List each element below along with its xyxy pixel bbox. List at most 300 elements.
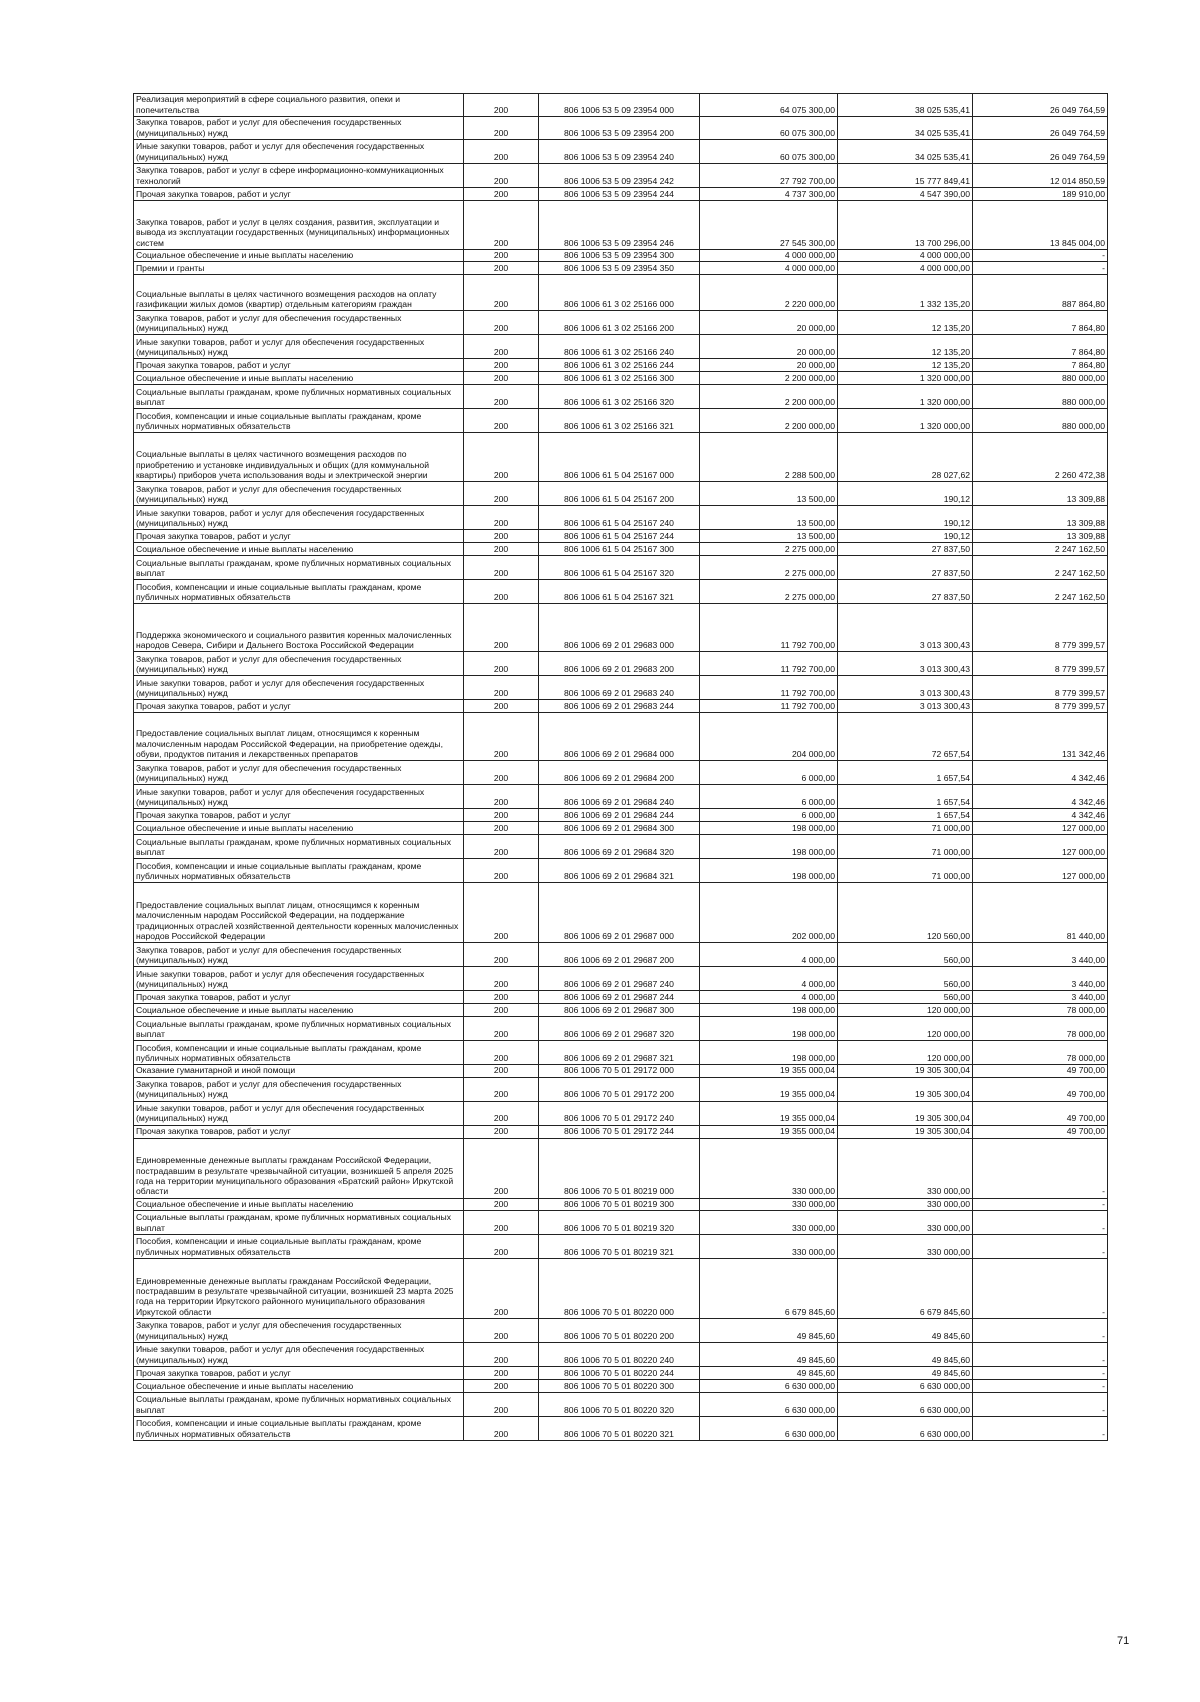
row-budget-code: 806 1006 70 5 01 29172 000 <box>539 1065 700 1077</box>
row-line-code: 200 <box>464 652 539 676</box>
row-remaining-amount: - <box>973 262 1108 275</box>
table-row <box>134 482 1108 506</box>
row-budget-code: 806 1006 69 2 01 29683 244 <box>539 700 700 713</box>
row-approved-amount: 330 000,00 <box>700 1138 838 1198</box>
row-line-code: 200 <box>464 1393 539 1417</box>
table-row <box>134 275 1108 311</box>
row-remaining-amount: 7 864,80 <box>973 359 1108 372</box>
row-name: Закупка товаров, работ и услуг в целях создания, развития, эксплуатации и вывода из эксплуатации государственных (муниципальных) информационных систем <box>134 201 464 250</box>
row-budget-code: 806 1006 53 5 09 23954 350 <box>539 262 700 275</box>
row-approved-amount: 49 845,60 <box>700 1367 838 1380</box>
row-approved-amount: 20 000,00 <box>700 311 838 335</box>
row-approved-amount: 11 792 700,00 <box>700 652 838 676</box>
row-budget-code: 806 1006 70 5 01 80219 321 <box>539 1235 700 1259</box>
row-approved-amount: 6 630 000,00 <box>700 1380 838 1393</box>
row-budget-code: 806 1006 61 5 04 25167 321 <box>539 580 700 604</box>
row-budget-code: 806 1006 70 5 01 80220 200 <box>539 1319 700 1343</box>
row-name: Социальное обеспечение и иные выплаты населению <box>134 1004 464 1017</box>
row-remaining-amount: 880 000,00 <box>973 372 1108 385</box>
row-budget-code: 806 1006 69 2 01 29687 240 <box>539 967 700 991</box>
row-remaining-amount: 189 910,00 <box>973 188 1108 201</box>
row-budget-code: 806 1006 61 5 04 25167 300 <box>539 543 700 556</box>
row-name: Предоставление социальных выплат лицам, относящимся к коренным малочисленным народам Российской Федерации, на приобретение одежды, обуви, продуктов питания и лекарственных препаратов <box>134 713 464 761</box>
table-row <box>134 556 1108 580</box>
table-row <box>134 140 1108 164</box>
row-approved-amount: 13 500,00 <box>700 530 838 543</box>
row-remaining-amount: 26 049 764,59 <box>973 140 1108 164</box>
row-budget-code: 806 1006 69 2 01 29683 000 <box>539 604 700 652</box>
row-remaining-amount: 131 342,46 <box>973 713 1108 761</box>
row-budget-code: 806 1006 61 5 04 25167 200 <box>539 482 700 506</box>
row-approved-amount: 13 500,00 <box>700 482 838 506</box>
row-approved-amount: 64 075 300,00 <box>700 94 838 117</box>
row-name: Социальные выплаты гражданам, кроме публичных нормативных социальных выплат <box>134 1393 464 1417</box>
row-executed-amount: 12 135,20 <box>838 311 973 335</box>
row-name: Социальное обеспечение и иные выплаты населению <box>134 1380 464 1393</box>
row-name: Социальное обеспечение и иные выплаты населению <box>134 250 464 262</box>
row-name: Пособия, компенсации и иные социальные выплаты гражданам, кроме публичных нормативных обязательств <box>134 409 464 433</box>
row-remaining-amount: 887 864,80 <box>973 275 1108 311</box>
row-remaining-amount: - <box>973 1235 1108 1259</box>
row-executed-amount: 120 000,00 <box>838 1041 973 1065</box>
row-line-code: 200 <box>464 943 539 967</box>
row-executed-amount: 6 630 000,00 <box>838 1380 973 1393</box>
row-budget-code: 806 1006 53 5 09 23954 240 <box>539 140 700 164</box>
row-name: Закупка товаров, работ и услуг для обеспечения государственных (муниципальных) нужд <box>134 943 464 967</box>
table-row <box>134 409 1108 433</box>
table-row <box>134 883 1108 943</box>
row-approved-amount: 4 000 000,00 <box>700 250 838 262</box>
row-approved-amount: 2 220 000,00 <box>700 275 838 311</box>
row-remaining-amount: 127 000,00 <box>973 822 1108 835</box>
row-name: Иные закупки товаров, работ и услуг для обеспечения государственных (муниципальных) нужд <box>134 1343 464 1367</box>
row-name: Закупка товаров, работ и услуг для обеспечения государственных (муниципальных) нужд <box>134 652 464 676</box>
row-remaining-amount: 127 000,00 <box>973 835 1108 859</box>
row-remaining-amount: - <box>973 1138 1108 1198</box>
row-budget-code: 806 1006 69 2 01 29684 240 <box>539 785 700 809</box>
row-line-code: 200 <box>464 385 539 409</box>
row-budget-code: 806 1006 61 3 02 25166 200 <box>539 311 700 335</box>
row-executed-amount: 1 320 000,00 <box>838 372 973 385</box>
row-remaining-amount: 2 247 162,50 <box>973 556 1108 580</box>
table-row <box>134 1380 1108 1393</box>
table-row <box>134 543 1108 556</box>
row-remaining-amount: 880 000,00 <box>973 385 1108 409</box>
row-approved-amount: 2 275 000,00 <box>700 556 838 580</box>
table-row <box>134 943 1108 967</box>
row-executed-amount: 3 013 300,43 <box>838 604 973 652</box>
table-row <box>134 201 1108 250</box>
table-row <box>134 822 1108 835</box>
row-approved-amount: 19 355 000,04 <box>700 1065 838 1077</box>
row-budget-code: 806 1006 70 5 01 29172 200 <box>539 1077 700 1101</box>
row-line-code: 200 <box>464 1380 539 1393</box>
table-row <box>134 1004 1108 1017</box>
row-line-code: 200 <box>464 556 539 580</box>
row-budget-code: 806 1006 70 5 01 80220 320 <box>539 1393 700 1417</box>
row-line-code: 200 <box>464 809 539 822</box>
row-budget-code: 806 1006 61 5 04 25167 320 <box>539 556 700 580</box>
row-approved-amount: 6 000,00 <box>700 809 838 822</box>
table-row <box>134 1393 1108 1417</box>
row-line-code: 200 <box>464 1198 539 1210</box>
row-budget-code: 806 1006 69 2 01 29684 321 <box>539 859 700 883</box>
row-remaining-amount: - <box>973 250 1108 262</box>
row-executed-amount: 120 000,00 <box>838 1017 973 1041</box>
table-row <box>134 859 1108 883</box>
row-executed-amount: 27 837,50 <box>838 556 973 580</box>
row-executed-amount: 15 777 849,41 <box>838 164 973 188</box>
row-budget-code: 806 1006 69 2 01 29684 320 <box>539 835 700 859</box>
row-name: Единовременные денежные выплаты гражданам Российской Федерации, пострадавшим в результате чрезвычайной ситуации, возникшей 5 апреля 2025 года на территории муниципального образования «Братский район» Иркутской области <box>134 1138 464 1198</box>
row-approved-amount: 202 000,00 <box>700 883 838 943</box>
row-executed-amount: 19 305 300,04 <box>838 1077 973 1101</box>
row-executed-amount: 27 837,50 <box>838 580 973 604</box>
table-row <box>134 1101 1108 1125</box>
row-line-code: 200 <box>464 1065 539 1077</box>
table-row <box>134 604 1108 652</box>
table-row <box>134 1259 1108 1319</box>
row-name: Пособия, компенсации и иные социальные выплаты гражданам, кроме публичных нормативных обязательств <box>134 859 464 883</box>
table-row <box>134 967 1108 991</box>
row-name: Иные закупки товаров, работ и услуг для обеспечения государственных (муниципальных) нужд <box>134 676 464 700</box>
row-executed-amount: 190,12 <box>838 482 973 506</box>
row-name: Оказание гуманитарной и иной помощи <box>134 1065 464 1077</box>
row-executed-amount: 190,12 <box>838 530 973 543</box>
row-line-code: 200 <box>464 761 539 785</box>
row-budget-code: 806 1006 61 3 02 25166 244 <box>539 359 700 372</box>
row-name: Прочая закупка товаров, работ и услуг <box>134 991 464 1004</box>
row-budget-code: 806 1006 61 5 04 25167 244 <box>539 530 700 543</box>
row-remaining-amount: 81 440,00 <box>973 883 1108 943</box>
table-row <box>134 1367 1108 1380</box>
row-approved-amount: 330 000,00 <box>700 1235 838 1259</box>
row-remaining-amount: 2 247 162,50 <box>973 543 1108 556</box>
row-approved-amount: 27 792 700,00 <box>700 164 838 188</box>
row-budget-code: 806 1006 53 5 09 23954 246 <box>539 201 700 250</box>
row-name: Иные закупки товаров, работ и услуг для обеспечения государственных (муниципальных) нужд <box>134 506 464 530</box>
row-line-code: 200 <box>464 1343 539 1367</box>
row-name: Иные закупки товаров, работ и услуг для обеспечения государственных (муниципальных) нужд <box>134 1101 464 1125</box>
row-executed-amount: 4 000 000,00 <box>838 262 973 275</box>
row-approved-amount: 6 000,00 <box>700 761 838 785</box>
table-row <box>134 713 1108 761</box>
row-approved-amount: 4 000 000,00 <box>700 262 838 275</box>
row-remaining-amount: 12 014 850,59 <box>973 164 1108 188</box>
row-line-code: 200 <box>464 991 539 1004</box>
row-line-code: 200 <box>464 117 539 140</box>
row-line-code: 200 <box>464 201 539 250</box>
row-line-code: 200 <box>464 530 539 543</box>
row-name: Закупка товаров, работ и услуг для обеспечения государственных (муниципальных) нужд <box>134 761 464 785</box>
table-row <box>134 164 1108 188</box>
row-remaining-amount: 78 000,00 <box>973 1041 1108 1065</box>
row-name: Поддержка экономического и социального развития коренных малочисленных народов Севера, Сибири и Дальнего Востока Российской Федерации <box>134 604 464 652</box>
row-executed-amount: 6 630 000,00 <box>838 1393 973 1417</box>
table-row <box>134 1417 1108 1441</box>
row-budget-code: 806 1006 53 5 09 23954 244 <box>539 188 700 201</box>
row-executed-amount: 71 000,00 <box>838 859 973 883</box>
row-name: Социальное обеспечение и иные выплаты населению <box>134 1198 464 1210</box>
row-approved-amount: 6 630 000,00 <box>700 1393 838 1417</box>
row-remaining-amount: 13 845 004,00 <box>973 201 1108 250</box>
row-budget-code: 806 1006 70 5 01 80220 240 <box>539 1343 700 1367</box>
row-approved-amount: 2 200 000,00 <box>700 409 838 433</box>
table-row <box>134 94 1108 117</box>
row-remaining-amount: 4 342,46 <box>973 761 1108 785</box>
row-executed-amount: 1 332 135,20 <box>838 275 973 311</box>
row-remaining-amount: - <box>973 1211 1108 1235</box>
row-line-code: 200 <box>464 835 539 859</box>
row-approved-amount: 4 000,00 <box>700 967 838 991</box>
row-remaining-amount: 49 700,00 <box>973 1065 1108 1077</box>
row-approved-amount: 11 792 700,00 <box>700 700 838 713</box>
row-remaining-amount: 13 309,88 <box>973 482 1108 506</box>
row-budget-code: 806 1006 70 5 01 29172 240 <box>539 1101 700 1125</box>
table-row <box>134 335 1108 359</box>
row-remaining-amount: 49 700,00 <box>973 1077 1108 1101</box>
row-name: Премии и гранты <box>134 262 464 275</box>
row-name: Прочая закупка товаров, работ и услуг <box>134 700 464 713</box>
row-budget-code: 806 1006 69 2 01 29687 320 <box>539 1017 700 1041</box>
row-name: Единовременные денежные выплаты гражданам Российской Федерации, пострадавшим в результате чрезвычайной ситуации, возникшей 23 марта 2025 года на территории Иркутского районного муниципального образования Иркутской области <box>134 1259 464 1319</box>
row-remaining-amount: - <box>973 1259 1108 1319</box>
table-row <box>134 676 1108 700</box>
row-executed-amount: 19 305 300,04 <box>838 1125 973 1138</box>
table-row <box>134 372 1108 385</box>
table-row <box>134 1138 1108 1198</box>
row-line-code: 200 <box>464 1077 539 1101</box>
row-approved-amount: 198 000,00 <box>700 1041 838 1065</box>
row-name: Иные закупки товаров, работ и услуг для обеспечения государственных (муниципальных) нужд <box>134 335 464 359</box>
row-name: Социальное обеспечение и иные выплаты населению <box>134 372 464 385</box>
row-budget-code: 806 1006 70 5 01 80219 320 <box>539 1211 700 1235</box>
row-approved-amount: 198 000,00 <box>700 859 838 883</box>
row-executed-amount: 560,00 <box>838 991 973 1004</box>
row-remaining-amount: 8 779 399,57 <box>973 676 1108 700</box>
row-line-code: 200 <box>464 1417 539 1441</box>
table-row <box>134 117 1108 140</box>
table-row <box>134 1065 1108 1077</box>
table-row <box>134 385 1108 409</box>
row-remaining-amount: 880 000,00 <box>973 409 1108 433</box>
row-remaining-amount: - <box>973 1367 1108 1380</box>
row-executed-amount: 1 657,54 <box>838 785 973 809</box>
row-approved-amount: 60 075 300,00 <box>700 140 838 164</box>
row-name: Пособия, компенсации и иные социальные выплаты гражданам, кроме публичных нормативных обязательств <box>134 1235 464 1259</box>
table-row <box>134 250 1108 262</box>
table-row <box>134 835 1108 859</box>
row-remaining-amount: 78 000,00 <box>973 1004 1108 1017</box>
row-remaining-amount: - <box>973 1380 1108 1393</box>
row-budget-code: 806 1006 70 5 01 80220 000 <box>539 1259 700 1319</box>
table-row <box>134 785 1108 809</box>
row-approved-amount: 6 679 845,60 <box>700 1259 838 1319</box>
row-line-code: 200 <box>464 1138 539 1198</box>
table-row <box>134 809 1108 822</box>
row-line-code: 200 <box>464 604 539 652</box>
row-budget-code: 806 1006 53 5 09 23954 300 <box>539 250 700 262</box>
row-remaining-amount: 7 864,80 <box>973 311 1108 335</box>
row-approved-amount: 4 737 300,00 <box>700 188 838 201</box>
row-line-code: 200 <box>464 1004 539 1017</box>
row-budget-code: 806 1006 70 5 01 80220 244 <box>539 1367 700 1380</box>
table-body <box>134 94 1108 1441</box>
row-budget-code: 806 1006 69 2 01 29687 000 <box>539 883 700 943</box>
row-executed-amount: 71 000,00 <box>838 822 973 835</box>
budget-execution-table <box>133 93 1108 1441</box>
row-line-code: 200 <box>464 676 539 700</box>
row-budget-code: 806 1006 61 5 04 25167 000 <box>539 433 700 482</box>
row-line-code: 200 <box>464 1235 539 1259</box>
row-approved-amount: 49 845,60 <box>700 1343 838 1367</box>
row-budget-code: 806 1006 70 5 01 80219 000 <box>539 1138 700 1198</box>
row-executed-amount: 3 013 300,43 <box>838 676 973 700</box>
table-row <box>134 761 1108 785</box>
row-remaining-amount: 3 440,00 <box>973 967 1108 991</box>
row-executed-amount: 27 837,50 <box>838 543 973 556</box>
table-row <box>134 700 1108 713</box>
row-approved-amount: 11 792 700,00 <box>700 604 838 652</box>
row-remaining-amount: - <box>973 1319 1108 1343</box>
row-executed-amount: 12 135,20 <box>838 335 973 359</box>
row-name: Закупка товаров, работ и услуг для обеспечения государственных (муниципальных) нужд <box>134 1077 464 1101</box>
row-remaining-amount: - <box>973 1393 1108 1417</box>
row-approved-amount: 198 000,00 <box>700 1017 838 1041</box>
table-row <box>134 1235 1108 1259</box>
row-approved-amount: 6 630 000,00 <box>700 1417 838 1441</box>
row-executed-amount: 49 845,60 <box>838 1343 973 1367</box>
row-executed-amount: 13 700 296,00 <box>838 201 973 250</box>
row-line-code: 200 <box>464 785 539 809</box>
row-line-code: 200 <box>464 967 539 991</box>
table-row <box>134 1211 1108 1235</box>
row-executed-amount: 1 320 000,00 <box>838 385 973 409</box>
row-line-code: 200 <box>464 713 539 761</box>
row-name: Социальные выплаты гражданам, кроме публичных нормативных социальных выплат <box>134 556 464 580</box>
row-name: Закупка товаров, работ и услуг для обеспечения государственных (муниципальных) нужд <box>134 482 464 506</box>
row-approved-amount: 6 000,00 <box>700 785 838 809</box>
row-remaining-amount: 26 049 764,59 <box>973 94 1108 117</box>
row-executed-amount: 120 000,00 <box>838 1004 973 1017</box>
row-line-code: 200 <box>464 250 539 262</box>
row-approved-amount: 20 000,00 <box>700 359 838 372</box>
row-budget-code: 806 1006 69 2 01 29687 244 <box>539 991 700 1004</box>
row-executed-amount: 190,12 <box>838 506 973 530</box>
row-executed-amount: 19 305 300,04 <box>838 1065 973 1077</box>
row-remaining-amount: 3 440,00 <box>973 991 1108 1004</box>
table-row <box>134 1343 1108 1367</box>
row-budget-code: 806 1006 70 5 01 80220 321 <box>539 1417 700 1441</box>
table-row <box>134 1077 1108 1101</box>
row-remaining-amount: 4 342,46 <box>973 809 1108 822</box>
row-name: Социальные выплаты гражданам, кроме публичных нормативных социальных выплат <box>134 385 464 409</box>
row-line-code: 200 <box>464 164 539 188</box>
row-line-code: 200 <box>464 140 539 164</box>
row-executed-amount: 330 000,00 <box>838 1138 973 1198</box>
row-name: Предоставление социальных выплат лицам, относящимся к коренным малочисленным народам Российской Федерации, на поддержание традиционных отраслей хозяйственной деятельности коренных малочисленных народов Российской Федерации <box>134 883 464 943</box>
row-remaining-amount: 13 309,88 <box>973 506 1108 530</box>
row-remaining-amount: 2 247 162,50 <box>973 580 1108 604</box>
row-name: Пособия, компенсации и иные социальные выплаты гражданам, кроме публичных нормативных обязательств <box>134 1417 464 1441</box>
row-executed-amount: 19 305 300,04 <box>838 1101 973 1125</box>
row-line-code: 200 <box>464 1367 539 1380</box>
row-approved-amount: 13 500,00 <box>700 506 838 530</box>
row-approved-amount: 19 355 000,04 <box>700 1077 838 1101</box>
table-row <box>134 433 1108 482</box>
row-line-code: 200 <box>464 409 539 433</box>
row-line-code: 200 <box>464 543 539 556</box>
row-remaining-amount: - <box>973 1417 1108 1441</box>
row-line-code: 200 <box>464 580 539 604</box>
row-approved-amount: 4 000,00 <box>700 943 838 967</box>
row-line-code: 200 <box>464 372 539 385</box>
row-name: Социальные выплаты в целях частичного возмещения расходов по приобретению и установке индивидуальных и общих (для коммунальной квартиры) приборов учета использования воды и электрической энергии <box>134 433 464 482</box>
row-line-code: 200 <box>464 262 539 275</box>
table-row <box>134 188 1108 201</box>
row-approved-amount: 198 000,00 <box>700 835 838 859</box>
row-line-code: 200 <box>464 1041 539 1065</box>
row-budget-code: 806 1006 61 3 02 25166 321 <box>539 409 700 433</box>
table-row <box>134 1041 1108 1065</box>
row-name: Прочая закупка товаров, работ и услуг <box>134 530 464 543</box>
table-row <box>134 1198 1108 1210</box>
row-executed-amount: 4 000 000,00 <box>838 250 973 262</box>
row-executed-amount: 49 845,60 <box>838 1319 973 1343</box>
table-row <box>134 1125 1108 1138</box>
row-budget-code: 806 1006 53 5 09 23954 000 <box>539 94 700 117</box>
row-name: Прочая закупка товаров, работ и услуг <box>134 359 464 372</box>
row-budget-code: 806 1006 70 5 01 80220 300 <box>539 1380 700 1393</box>
row-remaining-amount: 78 000,00 <box>973 1017 1108 1041</box>
row-name: Прочая закупка товаров, работ и услуг <box>134 188 464 201</box>
row-executed-amount: 4 547 390,00 <box>838 188 973 201</box>
row-budget-code: 806 1006 69 2 01 29683 200 <box>539 652 700 676</box>
table-row <box>134 311 1108 335</box>
row-name: Закупка товаров, работ и услуг для обеспечения государственных (муниципальных) нужд <box>134 117 464 140</box>
row-executed-amount: 71 000,00 <box>838 835 973 859</box>
row-line-code: 200 <box>464 859 539 883</box>
table-row <box>134 652 1108 676</box>
row-name: Социальные выплаты гражданам, кроме публичных нормативных социальных выплат <box>134 835 464 859</box>
row-approved-amount: 2 275 000,00 <box>700 543 838 556</box>
row-line-code: 200 <box>464 700 539 713</box>
row-line-code: 200 <box>464 506 539 530</box>
page-number: 71 <box>1117 1635 1130 1647</box>
table-row <box>134 1319 1108 1343</box>
row-name: Социальные выплаты гражданам, кроме публичных нормативных социальных выплат <box>134 1017 464 1041</box>
row-remaining-amount: - <box>973 1343 1108 1367</box>
row-line-code: 200 <box>464 1125 539 1138</box>
row-line-code: 200 <box>464 883 539 943</box>
row-executed-amount: 330 000,00 <box>838 1198 973 1210</box>
row-line-code: 200 <box>464 1319 539 1343</box>
row-line-code: 200 <box>464 1259 539 1319</box>
row-approved-amount: 2 275 000,00 <box>700 580 838 604</box>
row-approved-amount: 330 000,00 <box>700 1198 838 1210</box>
row-approved-amount: 11 792 700,00 <box>700 676 838 700</box>
row-approved-amount: 20 000,00 <box>700 335 838 359</box>
row-name: Пособия, компенсации и иные социальные выплаты гражданам, кроме публичных нормативных обязательств <box>134 580 464 604</box>
row-executed-amount: 330 000,00 <box>838 1211 973 1235</box>
row-budget-code: 806 1006 61 3 02 25166 300 <box>539 372 700 385</box>
row-name: Социальные выплаты в целях частичного возмещения расходов на оплату газификации жилых домов (квартир) отдельным категориям граждан <box>134 275 464 311</box>
row-name: Социальные выплаты гражданам, кроме публичных нормативных социальных выплат <box>134 1211 464 1235</box>
row-name: Закупка товаров, работ и услуг для обеспечения государственных (муниципальных) нужд <box>134 311 464 335</box>
row-name: Реализация мероприятий в сфере социального развития, опеки и попечительства <box>134 94 464 117</box>
row-executed-amount: 560,00 <box>838 943 973 967</box>
row-executed-amount: 560,00 <box>838 967 973 991</box>
